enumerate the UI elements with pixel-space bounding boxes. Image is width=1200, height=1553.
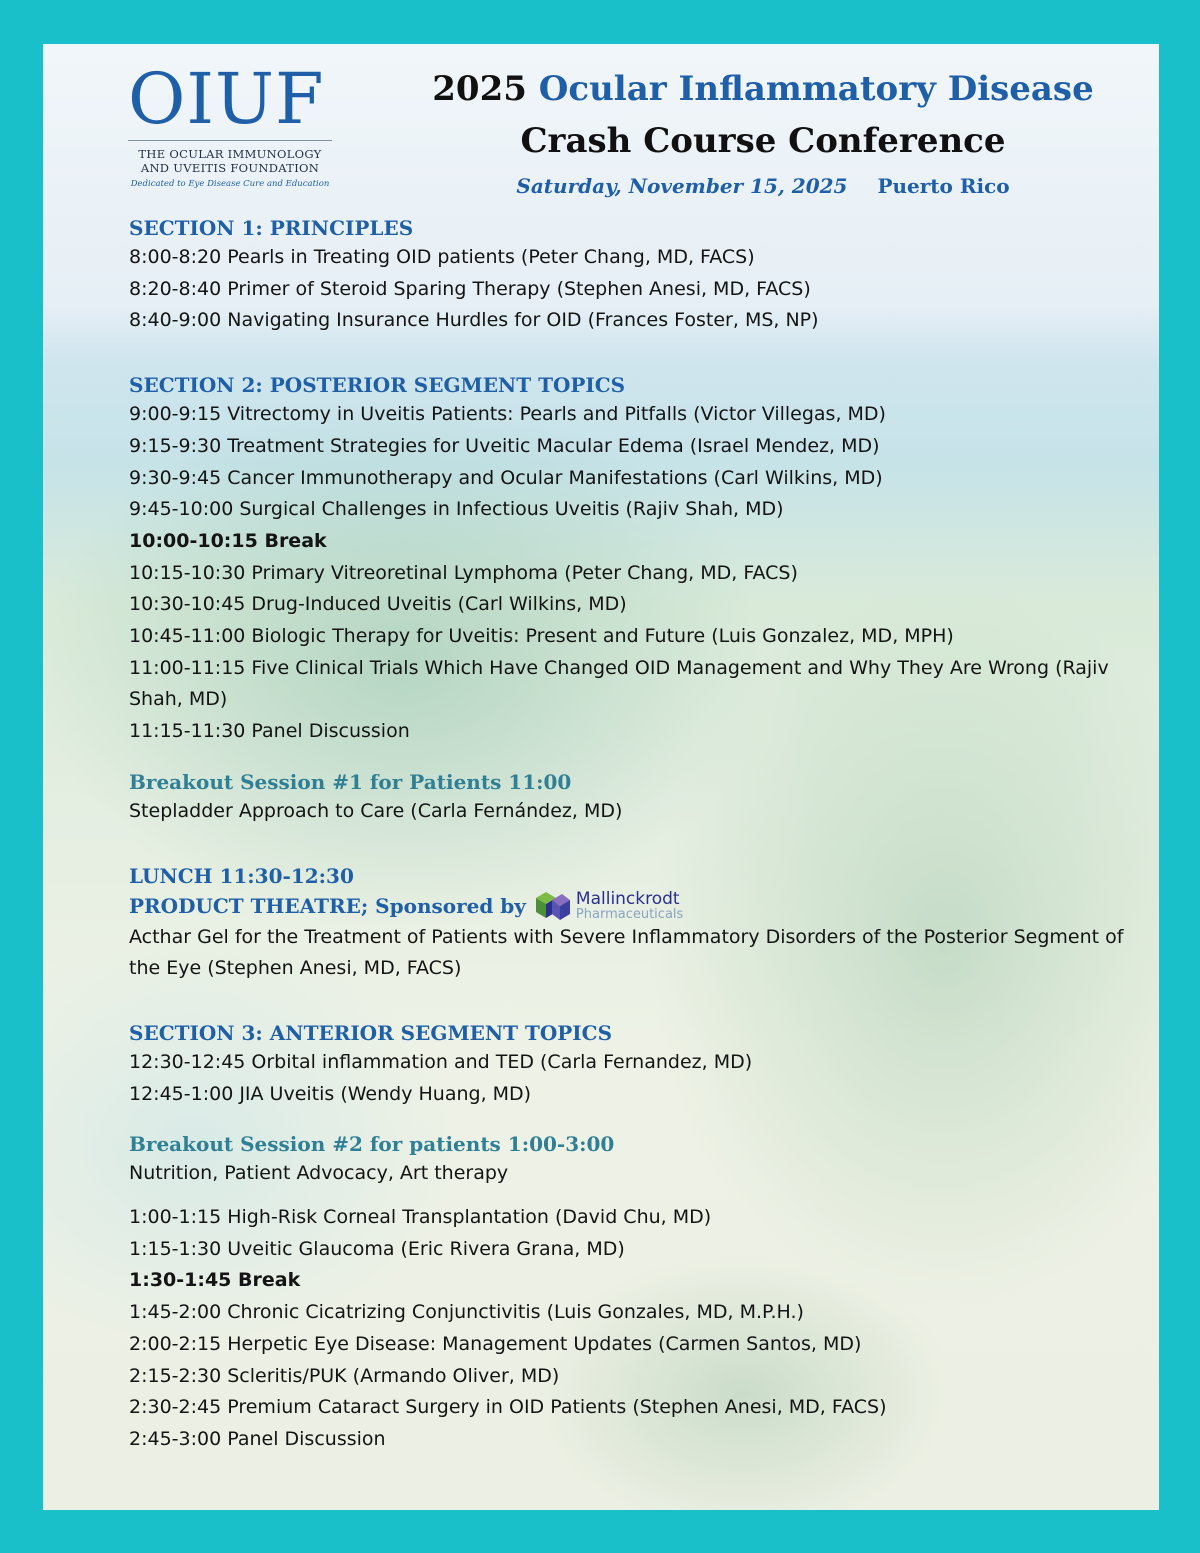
agenda-item: 2:15-2:30 Scleritis/PUK (Armando Oliver, MD) — [129, 1364, 560, 1387]
breakout2-heading: Breakout Session #2 for patients 1:00-3:00 — [129, 1132, 615, 1157]
product-theatre-heading: PRODUCT THEATRE; Sponsored by — [129, 893, 526, 918]
oiuf-logo — [128, 58, 338, 189]
agenda-item: 10:30-10:45 Drug-Induced Uveitis (Carl Wilkins, MD) — [129, 593, 627, 616]
agenda-item: 1:00-1:15 High-Risk Corneal Transplantation (David Chu, MD) — [129, 1206, 712, 1229]
agenda-item: 12:45-1:00 JIA Uveitis (Wendy Huang, MD) — [129, 1082, 532, 1105]
agenda-item: 10:45-11:00 Biologic Therapy for Uveitis: Present and Future (Luis Gonzalez, MD, MPH) — [129, 625, 954, 648]
logo-tagline: Dedicated to Eye Disease Cure and Education — [130, 179, 330, 189]
agenda — [129, 214, 1129, 1456]
logo-name-line1: THE OCULAR IMMUNOLOGY — [138, 147, 322, 161]
mallinckrodt-logo — [532, 890, 683, 922]
lunch-heading: LUNCH 11:30-12:30 — [129, 863, 354, 888]
flyer-page — [43, 44, 1159, 1510]
agenda-item: 11:15-11:30 Panel Discussion — [129, 720, 410, 743]
break-item: 10:00-10:15 Break — [129, 529, 327, 552]
mallinckrodt-cube-icon — [532, 890, 572, 922]
agenda-item: 8:00-8:20 Pearls in Treating OID patients (Peter Chang, MD, FACS) — [129, 246, 755, 268]
agenda-item: 1:15-1:30 Uveitic Glaucoma (Eric Rivera Grana, MD) — [129, 1237, 625, 1260]
page-title — [383, 68, 1143, 110]
agenda-item: 9:00-9:15 Vitrectomy in Uveitis Patients: Pearls and Pitfalls (Victor Villegas, MD) — [129, 403, 886, 426]
title-name: Ocular Inflammatory Disease — [538, 69, 1094, 109]
agenda-item: 9:15-9:30 Treatment Strategies for Uveitic Macular Edema (Israel Mendez, MD) — [129, 434, 880, 457]
break-item: 1:30-1:45 Break — [129, 1269, 301, 1292]
section2-heading: SECTION 2: POSTERIOR SEGMENT TOPICS — [129, 373, 626, 398]
agenda-item: 10:15-10:30 Primary Vitreoretinal Lymphoma (Peter Chang, MD, FACS) — [129, 561, 798, 584]
agenda-item: 2:45-3:00 Panel Discussion — [129, 1427, 386, 1450]
sponsor-subname: Pharmaceuticals — [575, 906, 684, 922]
event-date: Saturday, November 15, 2025 — [516, 174, 848, 198]
section1-heading: SECTION 1: PRINCIPLES — [129, 216, 414, 240]
agenda-item: 12:30-12:45 Orbital inflammation and TED (Carla Fernandez, MD) — [129, 1050, 753, 1073]
agenda-item: 9:30-9:45 Cancer Immunotherapy and Ocular Manifestations (Carl Wilkins, MD) — [129, 466, 883, 489]
section3-heading: SECTION 3: ANTERIOR SEGMENT TOPICS — [129, 1020, 613, 1045]
logo-name-line2: AND UVEITIS FOUNDATION — [140, 161, 320, 175]
breakout1-text: Stepladder Approach to Care (Carla Fernández, MD) — [129, 799, 623, 822]
title-year: 2025 — [432, 69, 527, 109]
page-subtitle: Crash Course Conference — [520, 121, 1006, 161]
agenda-item: 9:45-10:00 Surgical Challenges in Infectious Uveitis (Rajiv Shah, MD) — [129, 498, 784, 521]
product-theatre-text: Acthar Gel for the Treatment of Patients with Severe Inflammatory Disorders of the Posterior Segment of the Eye (Stephen Anesi, MD, FACS) — [129, 925, 1124, 980]
logo-mark: OIUF — [128, 58, 325, 140]
logo-divider — [128, 140, 332, 141]
agenda-item: 8:20-8:40 Primer of Steroid Sparing Therapy (Stephen Anesi, MD, FACS) — [129, 277, 811, 300]
sponsor-name: Mallinckrodt — [575, 888, 680, 909]
event-date-location — [383, 172, 1143, 200]
agenda-item: 2:30-2:45 Premium Cataract Surgery in OID Patients (Stephen Anesi, MD, FACS) — [129, 1396, 887, 1419]
agenda-item: 1:45-2:00 Chronic Cicatrizing Conjunctivitis (Luis Gonzales, MD, M.P.H.) — [129, 1301, 804, 1324]
agenda-item: 8:40-9:00 Navigating Insurance Hurdles for OID (Frances Foster, MS, NP) — [129, 309, 819, 332]
breakout2-text: Nutrition, Patient Advocacy, Art therapy — [129, 1162, 509, 1185]
sponsor-row — [129, 890, 1129, 922]
agenda-item: 11:00-11:15 Five Clinical Trials Which Have Changed OID Management and Why They Are Wrong (Rajiv Shah, MD) — [129, 656, 1109, 711]
event-location: Puerto Rico — [877, 174, 1010, 198]
breakout1-heading: Breakout Session #1 for Patients 11:00 — [129, 769, 572, 794]
agenda-item: 2:00-2:15 Herpetic Eye Disease: Management Updates (Carmen Santos, MD) — [129, 1332, 862, 1355]
